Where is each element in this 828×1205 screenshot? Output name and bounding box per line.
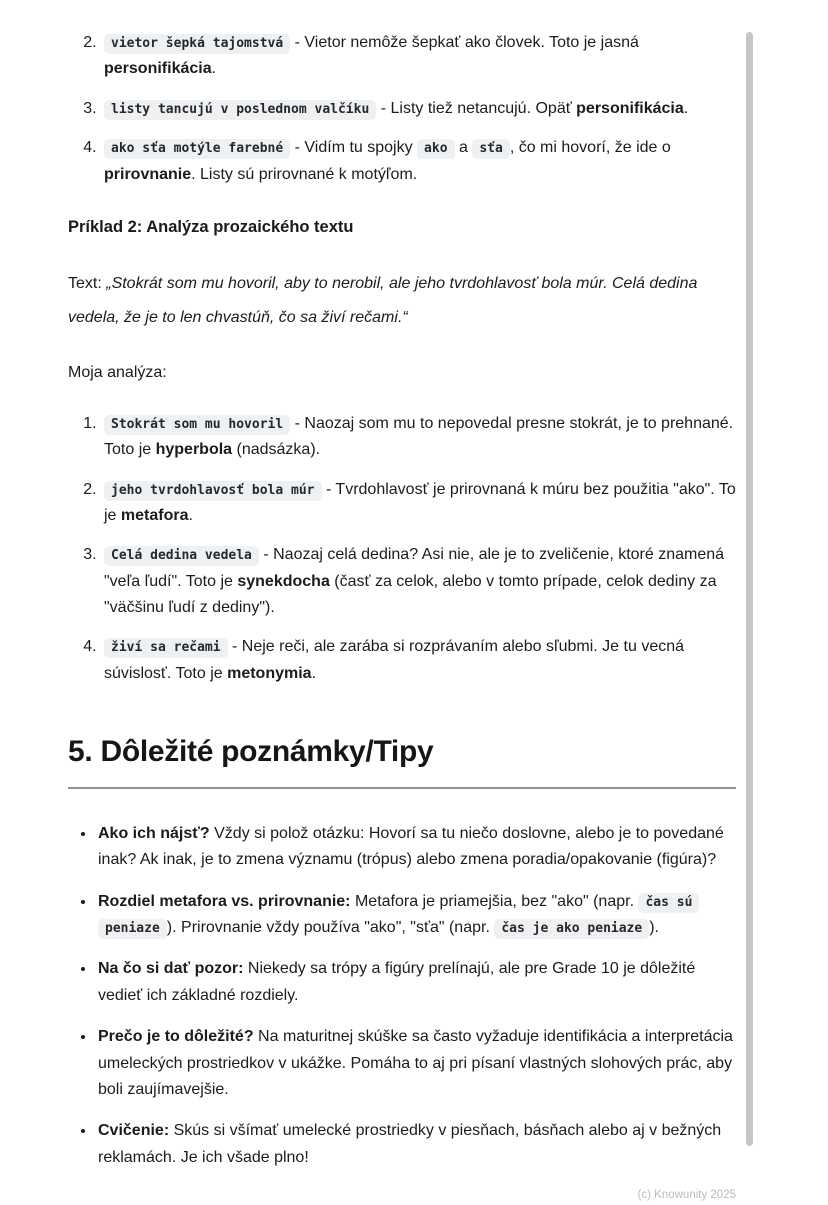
section-heading: 5. Dôležité poznámky/Tipy — [68, 735, 434, 769]
text-segment: ). — [649, 918, 659, 936]
inline-code-chip: čas sú peniaze — [98, 893, 699, 939]
text-segment: Niekedy sa trópy a figúry prelínajú, ale pre Grade 10 je dôležité vedieť ich základné rozdiely. — [98, 960, 696, 1004]
list-item — [96, 956, 736, 1009]
list-item — [101, 477, 736, 530]
text-segment: personifikácia — [576, 99, 684, 117]
text-segment: Ako ich nájsť? — [98, 824, 210, 842]
text-segment: Na čo si dať pozor: — [98, 960, 244, 978]
inline-code-chip: Celá dedina vedela — [104, 546, 259, 566]
text-segment: - Vietor nemôže šepkať ako človek. Toto je jasná — [290, 34, 639, 51]
text-segment: . — [188, 506, 193, 524]
text-segment: - Neje reči, ale zarába si rozprávaním alebo sľubmi. Je tu vecná súvislosť. Toto je — [104, 638, 685, 682]
list-item — [96, 1024, 736, 1103]
list-item-text — [104, 139, 671, 182]
list-item-text — [98, 960, 695, 1003]
text-segment: metonymia — [227, 664, 312, 682]
list-item-text — [104, 100, 688, 117]
text-segment: Rozdiel metafora vs. prirovnanie: — [98, 892, 351, 910]
example2-source-text — [68, 267, 736, 334]
text-segment: synekdocha — [237, 572, 330, 590]
inline-code-chip: sťa — [472, 139, 509, 159]
tips-list — [68, 821, 736, 1171]
inline-code-chip: živí sa rečami — [104, 638, 228, 658]
list-item-text — [98, 1122, 721, 1165]
inline-code-chip: vietor šepká tajomstvá — [104, 34, 290, 54]
text-segment: - Naozaj som mu to nepovedal presne stokrát, je to prehnané. Toto je — [104, 414, 734, 459]
list-item — [101, 411, 736, 464]
inline-code-chip: Stokrát som mu hovoril — [104, 415, 290, 435]
list-item-text — [104, 481, 736, 524]
text-segment: Na maturitnej skúške sa často vyžaduje identifikácia a interpretácia umeleckých prostriedkov v ukážke. Pomáha to aj pri písaní vlastných slohových prác, aby boli zaujímavejšie. — [98, 1028, 733, 1098]
list-item-text — [104, 546, 724, 616]
list-item — [96, 821, 736, 874]
list-item — [101, 634, 736, 687]
list-item — [101, 30, 736, 83]
text-segment: a — [454, 139, 473, 157]
analysis-label: Moja analýza: — [68, 364, 167, 382]
text-segment: - Tvrdohlavosť je prirovnaná k múru bez použitia "ako". To je — [104, 480, 736, 524]
text-segment: - Naozaj celá dedina? Asi nie, ale je to zveličenie, ktoré znamená "veľa ľudí". Toto je — [104, 546, 725, 590]
list-item-text — [98, 893, 699, 936]
text-segment: Cvičenie: — [98, 1122, 170, 1140]
text-segment: Skús si všímať umelecké prostriedky v piesňach, básňach alebo aj v bežných reklamách. Je ich všade plno! — [98, 1122, 722, 1166]
text-segment: . Listy sú prirovnané k motýľom. — [191, 165, 418, 183]
inline-code-chip: čas je ako peniaze — [494, 919, 649, 939]
text-segment: Text: — [68, 275, 107, 293]
inline-code-chip: listy tancujú v poslednom valčíku — [104, 100, 376, 120]
example2-list — [68, 411, 736, 688]
text-segment: ). Prirovnanie vždy používa "ako", "sťa" (napr. — [166, 918, 495, 936]
text-segment: hyperbola — [155, 441, 233, 459]
text-segment: prirovnanie — [104, 165, 192, 183]
section-divider — [68, 787, 736, 789]
text-segment: Metafora je priamejšia, bez "ako" (napr. — [350, 892, 639, 910]
inline-code-chip: ako sťa motýle farebné — [104, 139, 290, 159]
text-segment: „Stokrát som mu hovoril, aby to nerobil, ale jeho tvrdohlavosť bola múr. Celá dedina vedela, že je to len chvastúň, čo sa živí rečami.“ — [68, 275, 698, 326]
text-segment: (nadsázka). — [232, 441, 321, 459]
text-segment: - Vidím tu spojky — [290, 139, 418, 157]
text-segment: , čo mi hovorí, že ide o — [509, 139, 671, 157]
inline-code-chip: jeho tvrdohlavosť bola múr — [104, 481, 322, 501]
list-item-text — [104, 34, 639, 77]
list-item — [96, 1118, 736, 1171]
inline-code-chip: ako — [417, 139, 454, 159]
list-item-text — [98, 1028, 733, 1098]
watermark: (c) Knowunity 2025 — [637, 1189, 736, 1202]
list-item — [101, 96, 736, 122]
text-segment: . — [683, 99, 689, 117]
text-segment: . — [311, 664, 317, 682]
list-item — [96, 889, 736, 942]
list-item-text — [104, 638, 684, 681]
text-segment: - Listy tiež netancujú. Opäť — [376, 99, 577, 117]
list-item-text — [104, 415, 733, 458]
example1-list — [68, 30, 736, 188]
list-item — [101, 135, 736, 188]
text-segment: Vždy si polož otázku: Hovorí sa tu niečo doslovne, alebo je to povedané inak? Ak inak, je to zmena významu (trópus) alebo zmena poradia/opakovanie (figúra)? — [98, 824, 724, 869]
scrollbar[interactable] — [746, 32, 753, 1146]
example2-heading: Príklad 2: Analýza prozaického textu — [68, 217, 354, 236]
text-segment: metafora — [120, 506, 189, 524]
list-item-text — [98, 825, 724, 868]
text-segment: (časť za celok, alebo v tomto prípade, celok dediny za "väčšinu ľudí z dediny"). — [104, 572, 717, 617]
list-item — [101, 542, 736, 621]
text-segment: Prečo je to dôležité? — [98, 1028, 254, 1046]
text-segment: . — [211, 60, 217, 78]
text-segment: personifikácia — [104, 60, 212, 78]
